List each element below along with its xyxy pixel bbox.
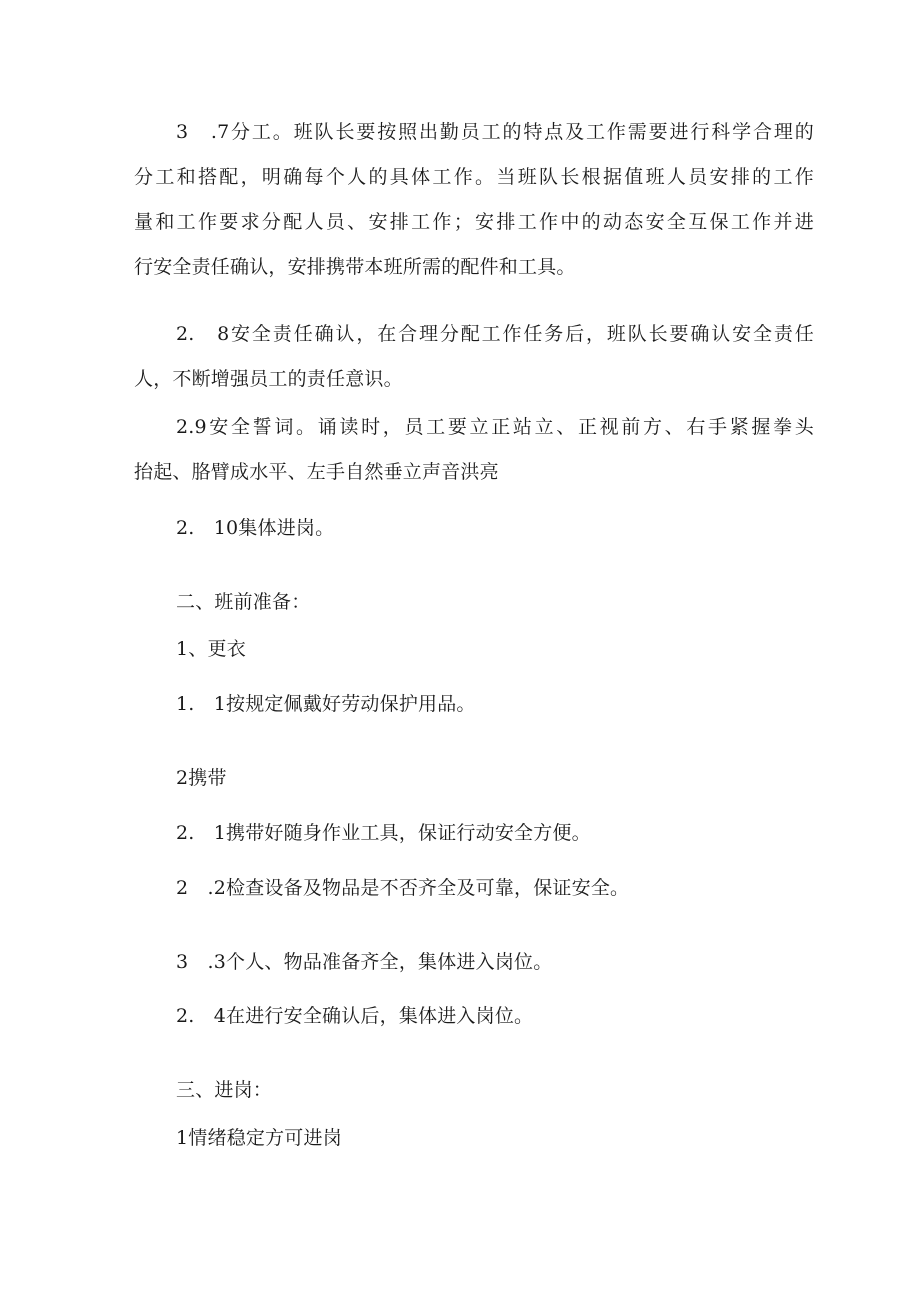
paragraph-2-9-line-2: 抬起、胳臂成水平、左手自然垂立声音洪亮 xyxy=(134,461,499,483)
paragraph-2-10: 2. 10集体进岗。 xyxy=(176,517,335,539)
paragraph-2-8-line-2: 人，不断增强员工的责任意识。 xyxy=(134,368,403,390)
item-3-1: 1情绪稳定方可进岗 xyxy=(176,1127,342,1149)
paragraph-2-7-line-1: 3 .7分工。班队长要按照出勤员工的特点及工作需要进行科学合理的 xyxy=(176,121,814,143)
item-2-3: 3 .3个人、物品准备齐全，集体进入岗位。 xyxy=(176,951,553,973)
paragraph-2-7-line-3: 量和工作要求分配人员、安排工作；安排工作中的动态安全互保工作并进 xyxy=(134,211,814,233)
paragraph-2-7-line-4: 行安全责任确认，安排携带本班所需的配件和工具。 xyxy=(134,256,576,278)
section-heading-pre-shift-prep: 二、班前准备： xyxy=(176,591,311,613)
item-1-change-clothes: 1、更衣 xyxy=(176,638,246,660)
item-2-4: 2. 4在进行安全确认后，集体进入岗位。 xyxy=(176,1005,534,1027)
item-1-1: 1. 1按规定佩戴好劳动保护用品。 xyxy=(176,693,476,715)
paragraph-2-8-line-1: 2. 8安全责任确认，在合理分配工作任务后，班队长要确认安全责任 xyxy=(176,323,814,345)
paragraph-2-9-line-1: 2.9安全誓词。诵读时，员工要立正站立、正视前方、右手紧握拳头 xyxy=(176,416,814,438)
item-2-2: 2 .2检查设备及物品是不否齐全及可靠，保证安全。 xyxy=(176,877,630,899)
item-2-carry: 2携带 xyxy=(176,767,227,789)
paragraph-2-7-line-2: 分工和搭配，明确每个人的具体工作。当班队长根据值班人员安排的工作 xyxy=(134,166,814,188)
item-2-1: 2. 1携带好随身作业工具，保证行动安全方便。 xyxy=(176,822,591,844)
section-heading-enter-post: 三、进岗： xyxy=(176,1079,273,1101)
